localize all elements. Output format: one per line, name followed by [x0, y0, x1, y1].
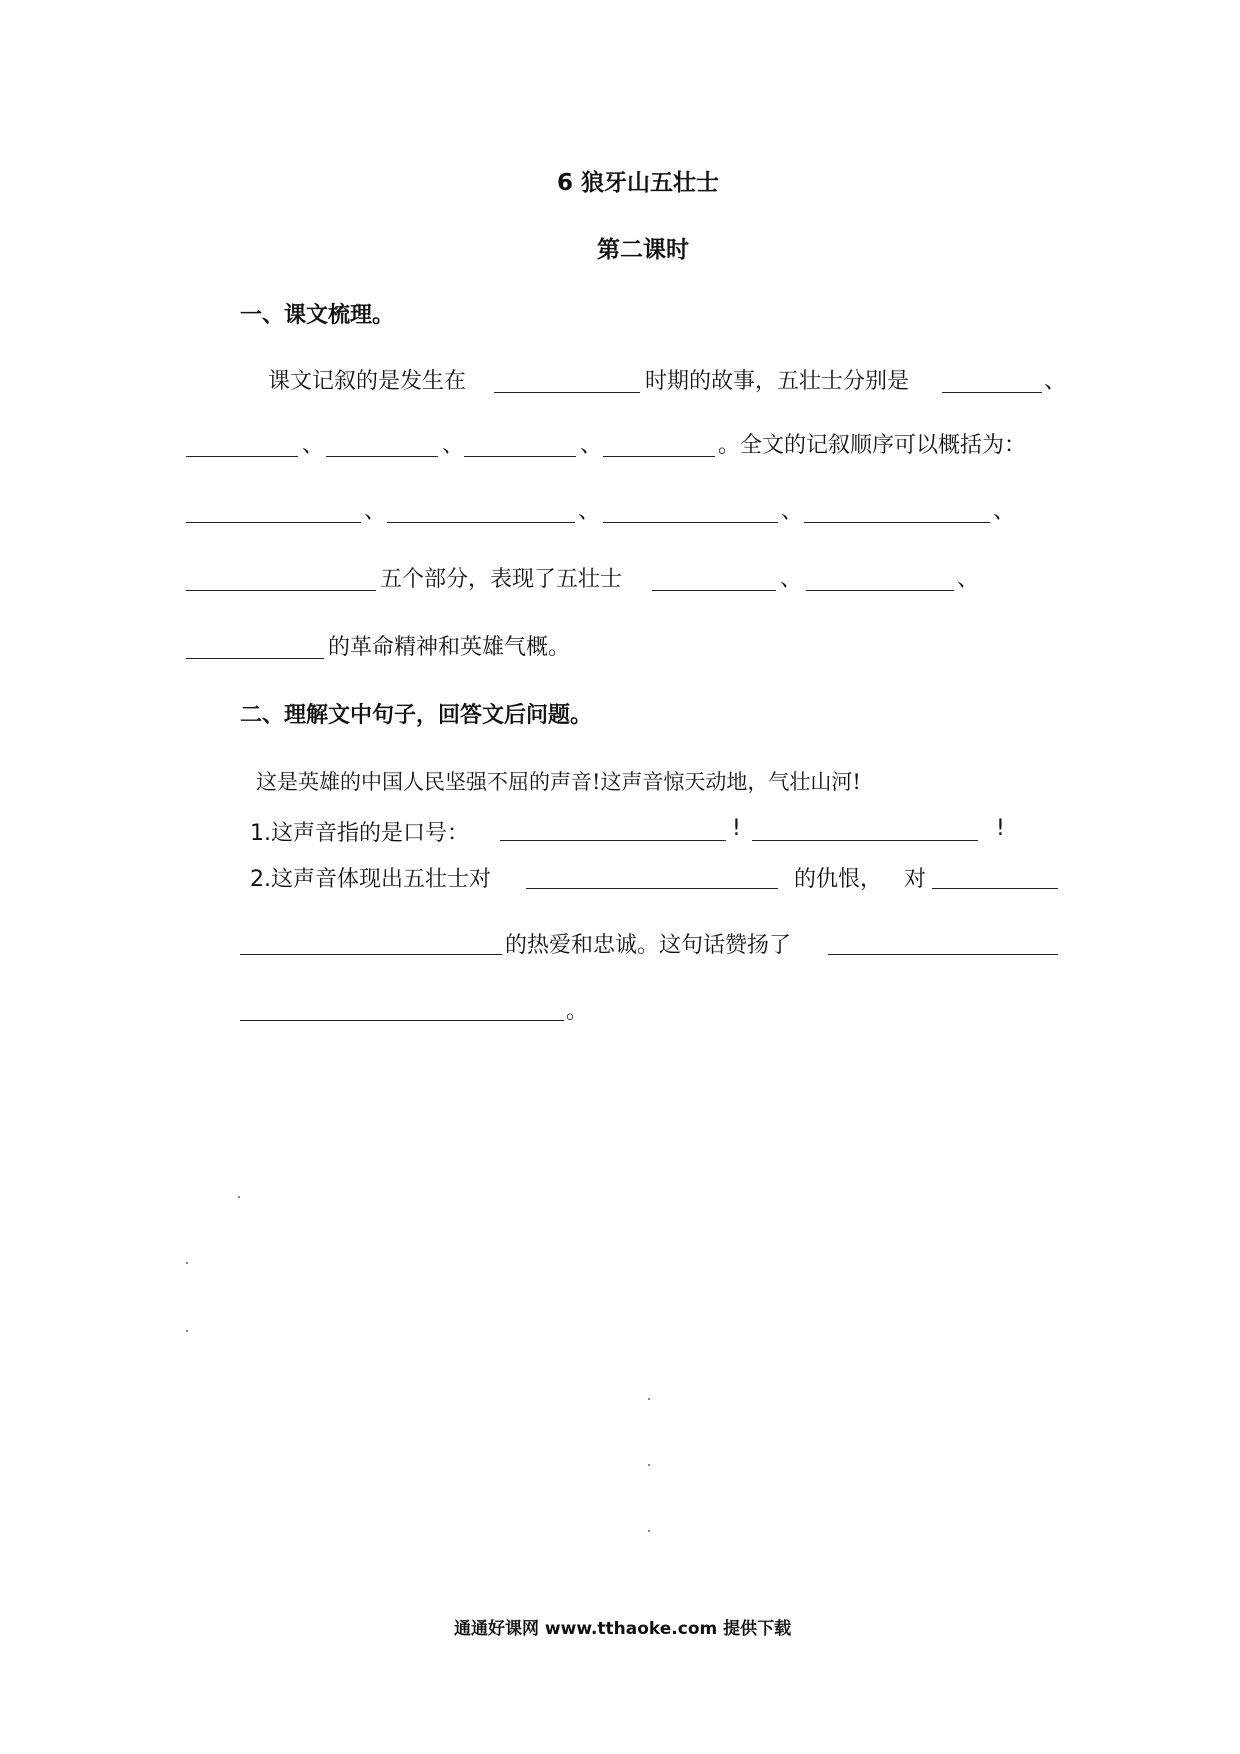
s1-line1-text-a: 课文记叙的是发生在 [268, 369, 467, 394]
s1-line4-sep1: 、 [780, 567, 803, 592]
s1-line4-sep2: 、 [957, 567, 980, 592]
s1-line3-sep1: 、 [364, 499, 387, 524]
q2-line3-end: 。 [566, 999, 589, 1024]
worksheet-subtitle: 第二课时 [597, 237, 689, 263]
s1-line1-sep: 、 [1044, 369, 1067, 394]
quoted-sentence: 这是英雄的中国人民坚强不屈的声音!这声音惊天动地，气壮山河! [256, 770, 861, 794]
blank-part-4[interactable] [804, 522, 990, 523]
footer-credit: 通通好课网 www.tthaoke.com 提供下载 [454, 1619, 792, 1639]
blank-soldier-4[interactable] [464, 456, 576, 457]
blank-era[interactable] [494, 392, 640, 393]
q2-text-b: 的仇恨， [794, 867, 883, 892]
blank-part-5[interactable] [186, 590, 376, 591]
q1-excl-1: ! [732, 816, 741, 841]
q2-line2-text: 的热爱和忠诚。这句话赞扬了 [505, 933, 792, 958]
s1-line2-sep3: 、 [580, 433, 603, 458]
blank-spirit-1[interactable] [652, 590, 776, 591]
worksheet-title: 6 狼牙山五壮士 [557, 170, 720, 196]
blank-praise-2[interactable] [240, 1020, 564, 1021]
s1-line2-sep1: 、 [302, 433, 325, 458]
blank-slogan-1[interactable] [500, 840, 726, 841]
q2-text-c: 对 [904, 867, 927, 892]
speck [648, 1530, 650, 1532]
s1-line2-sep2: 、 [442, 433, 465, 458]
blank-soldier-3[interactable] [326, 456, 438, 457]
blank-slogan-2[interactable] [752, 840, 978, 841]
q1-text: 1.这声音指的是口号： [250, 821, 469, 846]
s1-line5-text: 的革命精神和英雄气概。 [328, 635, 571, 660]
s1-line4-text-a: 五个部分，表现了五壮士 [380, 567, 623, 592]
blank-spirit-2[interactable] [806, 590, 954, 591]
speck [186, 1330, 188, 1332]
q2-text-a: 2.这声音体现出五壮士对 [250, 867, 491, 892]
blank-love-1[interactable] [932, 888, 1058, 889]
section1-heading: 一、课文梳理。 [240, 303, 395, 328]
speck [648, 1464, 650, 1466]
s1-line1-text-b: 时期的故事，五壮士分别是 [645, 369, 910, 394]
blank-soldier-1[interactable] [942, 392, 1042, 393]
q1-excl-2: ! [996, 816, 1005, 841]
speck [238, 1196, 240, 1198]
blank-part-2[interactable] [387, 522, 575, 523]
s1-line3-sep2: 、 [578, 499, 601, 524]
blank-soldier-5[interactable] [603, 456, 715, 457]
blank-part-1[interactable] [186, 522, 361, 523]
s1-line2-text-end: 。全文的记叙顺序可以概括为： [718, 433, 1027, 458]
speck [186, 1262, 188, 1264]
speck [648, 1398, 650, 1400]
blank-praise-1[interactable] [828, 954, 1058, 955]
s1-line3-sep3: 、 [781, 499, 804, 524]
blank-spirit-3[interactable] [186, 658, 324, 659]
blank-love-2[interactable] [240, 954, 502, 955]
blank-soldier-2[interactable] [186, 456, 298, 457]
section2-heading: 二、理解文中句子，回答文后问题。 [240, 703, 593, 728]
blank-part-3[interactable] [603, 522, 778, 523]
blank-hatred[interactable] [526, 888, 778, 889]
s1-line3-sep4: 、 [993, 499, 1016, 524]
